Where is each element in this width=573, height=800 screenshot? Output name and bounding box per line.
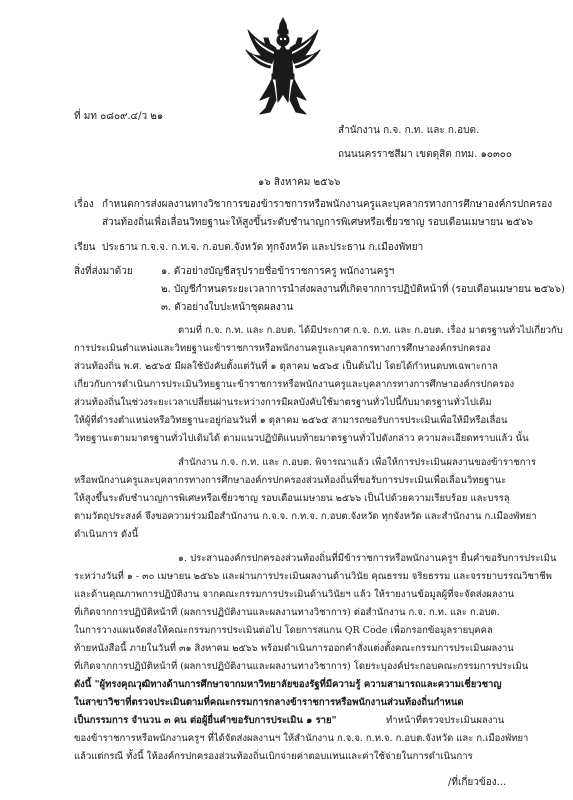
- paragraph-line: แล้วแต่กรณี ทั้งนี้ ให้องค์กรปกครองส่วนท้องถิ่นเบิกจ่ายค่าตอบแทนและค่าใช้จ่ายในการดำเนินการ: [74, 751, 473, 762]
- attachment-item: ๓. ตัวอย่างใบปะหน้าชุดผลงาน: [161, 302, 294, 313]
- paragraph-line: ทำหน้าที่ตรวจประเมินผลงาน: [386, 715, 505, 726]
- paragraph-line: ให้ผู้ที่ดำรงตำแหน่งหรือวิทยฐานะอยู่ก่อนวันที่ ๑ ตุลาคม ๒๕๖๕ สามารถขอรับการประเมินเพื่อให้มีหรือเลื่อน: [74, 415, 508, 426]
- paragraph-line: ส่วนท้องถิ่นในช่วงระยะเวลาเปลี่ยนผ่านระหว่างการมีผลบังคับใช้มาตรฐานทั่วไปนี้กับมาตรฐานทั่วไปเดิม: [74, 397, 492, 408]
- attachment-item: ๑. ตัวอย่างบัญชีสรุปรายชื่อข้าราชการครู พนักงานครูฯ: [161, 266, 395, 277]
- paragraph-line: ให้สูงขึ้นระดับชำนาญการพิเศษหรือเชี่ยวชาญ รอบเดือนเมษายน ๒๕๖๖ เป็นไปด้วยความเรียบร้อย และบรรลุ: [74, 493, 510, 504]
- subject-label: เรื่อง: [74, 199, 94, 210]
- paragraph-line: ส่วนท้องถิ่น พ.ศ. ๒๕๖๕ มีผลใช้บังคับตั้งแต่วันที่ ๑ ตุลาคม ๒๕๖๕ เป็นต้นไป โดยได้กำหนดบทเฉพาะกาล: [74, 361, 498, 372]
- paragraph-line: ๑. ประสานองค์กรปกครองส่วนท้องถิ่นที่มีข้าราชการหรือพนักงานครูฯ ยื่นคำขอรับการประเมิน: [178, 553, 557, 564]
- paragraph-line-bold: เป็นกรรมการ จำนวน ๓ คน ต่อผู้ยื่นคำขอรับการประเมิน ๑ ราย": [74, 715, 337, 726]
- paragraph-line: สำนักงาน ก.จ. ก.ท. และ ก.อบต. พิจารณาแล้ว เพื่อให้การประเมินผลงานของข้าราชการ: [178, 457, 536, 468]
- paragraph-line: ตามวัตถุประสงค์ จึงขอความร่วมมือสำนักงาน ก.จ.จ. ก.ท.จ. ก.อบต.จังหวัด ทุกจังหวัด และสำนักงาน ก.เมืองพัทยา: [74, 511, 537, 522]
- document-date: ๑๖ สิงหาคม ๒๕๖๖: [258, 177, 341, 188]
- continuation-marker: /ที่เกี่ยวข้อง...: [448, 777, 507, 788]
- paragraph-line: ที่เกิดจากการปฏิบัติหน้าที่ (ผลการปฏิบัติงานและผลงานทางวิชาการ) โดยระบุองค์ประกอบคณะกรรมการประเมิน: [74, 661, 529, 672]
- paragraph-line: ที่เกิดจากการปฏิบัติหน้าที่ (ผลการปฏิบัติงานและผลงานทางวิชาการ) ต่อสำนักงาน ก.จ. ก.ท. และ ก.อบต.: [74, 607, 500, 618]
- document-number: ที่ มท ๐๘๐๙.๔/ว ๒๑: [74, 111, 164, 122]
- recipient-label: เรียน: [74, 242, 96, 253]
- paragraph-line-bold: ดังนี้ "ผู้ทรงคุณวุฒิทางด้านการศึกษาจากมหาวิทยาลัยของรัฐที่มีความรู้ ความสามารถและความเชี่ยวชาญ: [74, 679, 502, 690]
- paragraph-line: ท้ายหนังสือนี้ ภายในวันที่ ๓๑ สิงหาคม ๒๕๖๖ พร้อมดำเนินการออกคำสั่งแต่งตั้งคณะกรรมการประเมินผลงาน: [74, 643, 514, 654]
- attachments-label: สิ่งที่ส่งมาด้วย: [74, 266, 133, 277]
- recipient-text: ประธาน ก.จ.จ. ก.ท.จ. ก.อบต.จังหวัด ทุกจังหวัด และประธาน ก.เมืองพัทยา: [102, 242, 424, 253]
- subject-line: กำหนดการส่งผลงานทางวิชาการของข้าราชการหรือพนักงานครูและบุคลากรทางการศึกษาองค์กรปกครอง: [102, 199, 553, 210]
- issuing-office: สำนักงาน ก.จ. ก.ท. และ ก.อบต.: [338, 125, 480, 136]
- paragraph-line-bold: ในสาขาวิชาที่ตรวจประเมินตามที่คณะกรรมการกลางข้าราชการหรือพนักงานส่วนท้องถิ่นกำหนด: [74, 697, 464, 708]
- paragraph-line: ระหว่างวันที่ ๑ - ๓๐ เมษายน ๒๕๖๖ และผ่านการประเมินผลงานด้านวินัย คุณธรรม จริยธรรม และจรรยาบรรณวิชาชีพ: [74, 571, 552, 582]
- paragraph-line: ของข้าราชการหรือพนักงานครูฯ ที่ได้จัดส่งผลงานฯ ให้สำนักงาน ก.จ.จ. ก.ท.จ. ก.อบต.จังหวัด และ ก.เมืองพัทยา: [74, 733, 529, 744]
- garuda-emblem: [244, 16, 322, 118]
- paragraph-line: ดำเนินการ ดังนี้: [74, 529, 139, 540]
- paragraph-line: วิทยฐานะตามมาตรฐานทั่วไปเดิมได้ ตามแนวปฏิบัติแนบท้ายมาตรฐานทั่วไปดังกล่าว ความละเอียดทราบแล้ว นั้น: [74, 433, 529, 444]
- paragraph-line: การประเมินตำแหน่งและวิทยฐานะข้าราชการหรือพนักงานครูและบุคลากรทางการศึกษาองค์กรปกครอง: [74, 343, 491, 354]
- paragraph-line: หรือพนักงานครูและบุคลากรทางการศึกษาองค์กรปกครองส่วนท้องถิ่นที่ขอรับการประเมินเพื่อเลื่อนวิทยฐานะ: [74, 475, 507, 486]
- paragraph-line: และด้านคุณภาพการปฏิบัติงาน จากคณะกรรมการประเมินด้านวินัยฯ แล้ว ให้รายงานข้อมูลผู้ที่จะจัดส่งผลงาน: [74, 589, 515, 600]
- subject-line: ส่วนท้องถิ่นเพื่อเลื่อนวิทยฐานะให้สูงขึ้นระดับชำนาญการพิเศษหรือเชี่ยวชาญ รอบเดือนเมษายน ๒๕๖๖: [102, 217, 533, 228]
- paragraph-line: เกี่ยวกับการดำเนินการประเมินวิทยฐานะข้าราชการหรือพนักงานครูและบุคลากรทางการศึกษาองค์กรปกครอง: [74, 379, 515, 390]
- attachment-item: ๒. บัญชีกำหนดระยะเวลาการนำส่งผลงานที่เกิดจากการปฏิบัติหน้าที่ (รอบเดือนเมษายน ๒๕๖๖): [161, 284, 565, 295]
- paragraph-line: ในการวางแผนจัดส่งให้คณะกรรมการประเมินต่อไป โดยการสแกน QR Code เพื่อกรอกข้อมูลรายบุคคล: [74, 625, 493, 636]
- paragraph-line: ตามที่ ก.จ. ก.ท. และ ก.อบต. ได้มีประกาศ ก.จ. ก.ท. และ ก.อบต. เรื่อง มาตรฐานทั่วไปเกี่ยวกับ: [178, 325, 563, 336]
- office-address: ถนนนครราชสีมา เขตดุสิต กทม. ๑๐๓๐๐: [338, 149, 512, 160]
